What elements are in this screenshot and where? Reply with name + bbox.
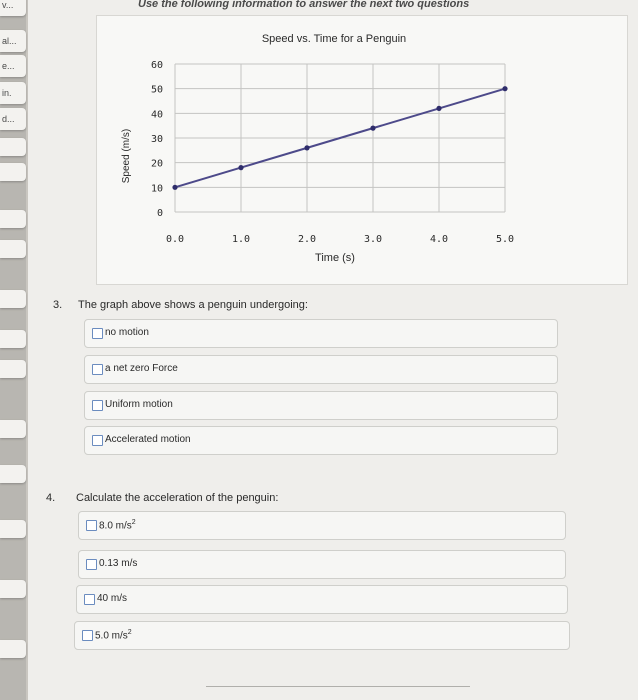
x-tick-label: 4.0 [429,234,449,245]
q4-option-5-0[interactable] [74,621,570,650]
speed-time-chart [97,16,627,284]
q3-option-uniform-motion[interactable] [84,391,558,420]
option-label [95,629,132,641]
sidebar-tab-1[interactable] [0,0,26,16]
checkbox-icon[interactable] [86,559,97,570]
sidebar-tab-4[interactable] [0,82,26,104]
question-4-number: 4. [46,492,56,504]
data-point [370,126,375,131]
sidebar-tab-2[interactable] [0,30,26,52]
x-tick-label: 3.0 [363,234,383,245]
sidebar-tab-8[interactable] [0,210,26,228]
y-tick-label: 60 [150,60,163,71]
y-axis-label: Speed (m/s) [121,128,132,184]
y-tick-label: 20 [150,158,163,170]
sidebar-tab-label: d... [2,114,15,124]
sidebar-tab-9[interactable] [0,240,26,258]
sidebar-tab-label: v... [2,0,14,10]
q3-option-accelerated-motion[interactable] [84,426,558,455]
q4-option-8-0[interactable] [78,511,566,540]
question-3-text: The graph above shows a penguin undergoing: [78,299,308,311]
y-tick-label: 50 [150,84,163,96]
option-label: a net zero Force [105,363,178,374]
option-exponent: 2 [131,519,136,526]
sidebar [0,0,26,700]
quiz-page [28,0,638,700]
x-tick-label: 5.0 [495,234,515,245]
sidebar-tab-3[interactable] [0,55,26,77]
divider [206,686,470,687]
option-label [99,519,136,531]
option-label: Uniform motion [105,399,173,410]
option-exponent: 2 [127,629,132,636]
data-point [502,86,507,91]
checkbox-icon[interactable] [92,364,103,375]
sidebar-tab-label: al... [2,36,17,46]
sidebar-tab-7[interactable] [0,163,26,181]
option-label: no motion [105,327,149,338]
option-value: 8.0 m/s [99,520,132,532]
question-3-number: 3. [53,299,63,311]
option-label: 0.13 m/s [99,558,138,569]
data-point [172,185,177,190]
sidebar-tab-14[interactable] [0,465,26,483]
y-tick-label: 0 [156,208,163,219]
y-tick-label: 30 [150,134,163,145]
checkbox-icon[interactable] [82,630,93,641]
sidebar-tab-17[interactable] [0,640,26,658]
x-tick-label: 1.0 [231,234,251,245]
chart-title: Speed vs. Time for a Penguin [261,33,407,45]
q3-option-net-zero-force[interactable] [84,355,558,384]
option-label: 40 m/s [97,593,128,604]
instruction-text: Use the following information to answer the next two questions [138,0,470,10]
option-label: Accelerated motion [105,434,191,445]
checkbox-icon[interactable] [86,520,97,531]
y-tick-label: 40 [150,109,163,121]
checkbox-icon[interactable] [92,400,103,411]
checkbox-icon[interactable] [92,435,103,446]
q4-option-0-13[interactable] [78,550,566,579]
data-point [436,106,441,111]
checkbox-icon[interactable] [84,594,95,605]
sidebar-tab-12[interactable] [0,360,26,378]
sidebar-tab-13[interactable] [0,420,26,438]
q3-option-no-motion[interactable] [84,319,558,348]
x-tick-label: 2.0 [297,234,317,245]
x-tick-label: 0.0 [165,234,185,245]
question-4-text: Calculate the acceleration of the penguin: [76,492,279,504]
q4-option-40[interactable] [76,585,568,614]
checkbox-icon[interactable] [92,328,103,339]
sidebar-tab-6[interactable] [0,138,26,156]
data-point [238,165,243,170]
option-value: 5.0 m/s [95,630,128,642]
tick-labels [151,60,514,245]
sidebar-tab-5[interactable] [0,108,26,130]
sidebar-tab-10[interactable] [0,290,26,308]
chart-card [96,15,628,285]
sidebar-tab-label: e... [2,61,15,71]
data-point [304,145,309,150]
sidebar-tab-16[interactable] [0,580,26,598]
sidebar-tab-11[interactable] [0,330,26,348]
x-axis-label: Time (s) [315,252,355,264]
sidebar-tab-label: in. [2,88,12,98]
y-tick-label: 10 [150,183,163,195]
sidebar-tab-15[interactable] [0,520,26,538]
